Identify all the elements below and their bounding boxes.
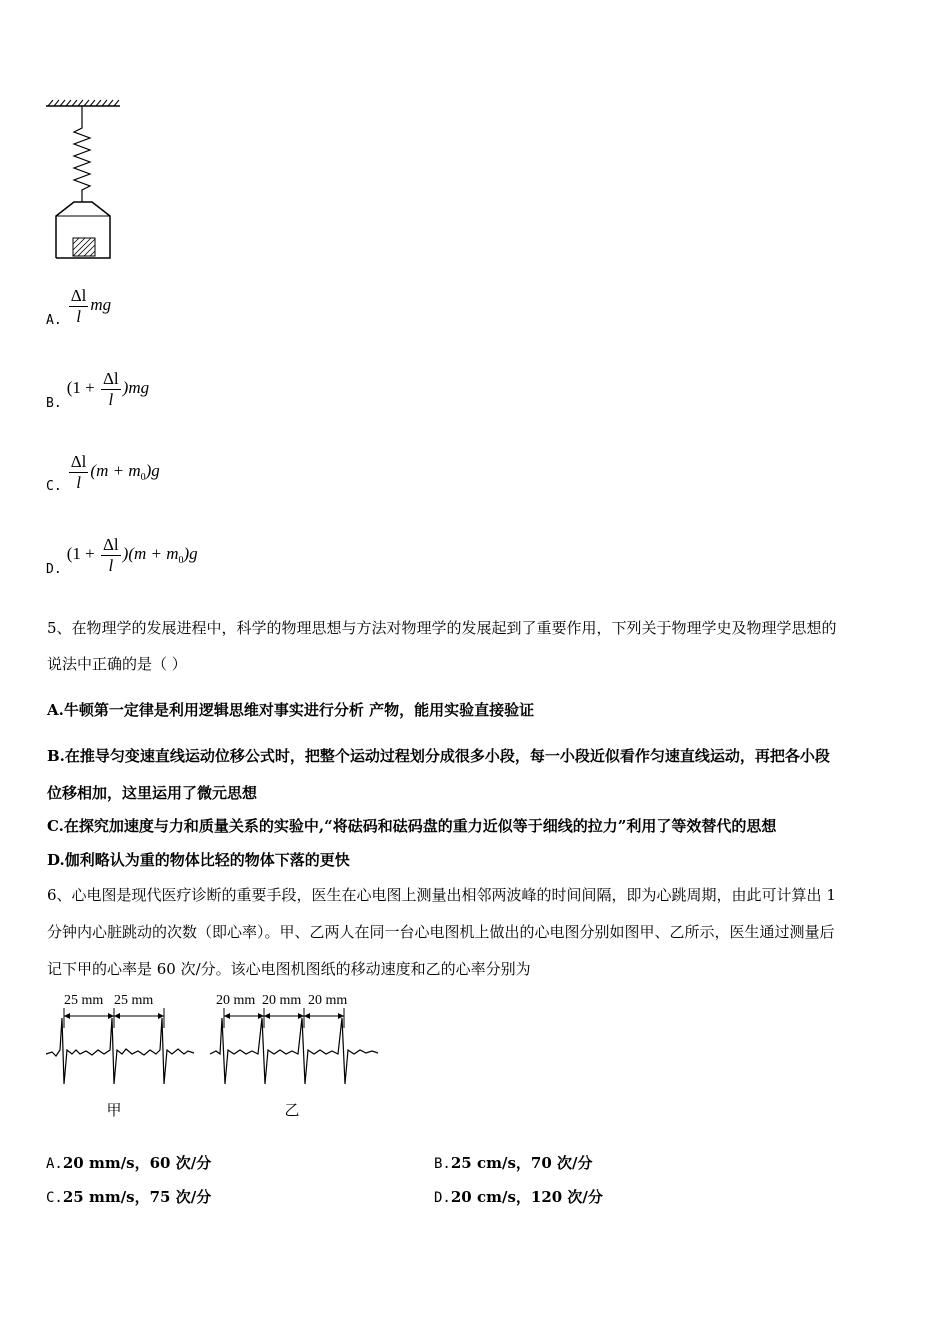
option-d: $_{D.}$ (1 + $\frac{\Delta l}{l}$ )$(m + m_0)g$ bbox=[46, 535, 198, 578]
yi-ecg-trace bbox=[210, 1018, 378, 1084]
fraction-denominator: l bbox=[76, 307, 81, 326]
fraction-denominator: l bbox=[108, 556, 114, 575]
question-6-option-a: A.20 mm/s，60 次/分 bbox=[46, 1154, 212, 1172]
question-6-stem-line3: 记下甲的心率是 60 次/分。该心电图机图纸的移动速度和乙的心率分别为 bbox=[47, 960, 531, 978]
question-5-option-d: D.伽利略认为重的物体比轻的物体下落的更快 bbox=[47, 851, 350, 869]
question-6-stem-line1: 6、心电图是现代医疗诊断的重要手段，医生在心电图上测量出相邻两波峰的时间间隔，即为心跳周期，由此可计算出 1 bbox=[47, 886, 836, 904]
fraction-numerator: Δl bbox=[103, 535, 119, 554]
question-6-stem-line2: 分钟内心脏跳动的次数（即心率）。甲、乙两人在同一台心电图机上做出的心电图分别如图甲、乙所示，医生通过测量后 bbox=[47, 923, 835, 941]
question-6-option-b: B.25 cm/s，70 次/分 bbox=[434, 1154, 593, 1172]
question-6-option-d: D.20 cm/s，120 次/分 bbox=[434, 1188, 603, 1206]
fraction-numerator: Δl bbox=[103, 369, 119, 388]
yi-dimension-label-1: 20 mm bbox=[216, 993, 256, 1008]
yi-dimension-label-3: 20 mm bbox=[308, 993, 348, 1008]
fraction-denominator: l bbox=[76, 473, 81, 492]
yi-dimension-label-2: 20 mm bbox=[262, 993, 302, 1008]
question-5-stem-line1: 5、在物理学的发展进程中，科学的物理思想与方法对物理学的发展起到了重要作用，下列关于物理学史及物理学思想的 bbox=[47, 619, 837, 637]
question-5-option-b-line2: 位移相加，这里运用了微元思想 bbox=[47, 784, 258, 802]
question-5-option-b-line1: B.在推导匀变速直线运动位移公式时，把整个运动过程划分成很多小段，每一小段近似看作匀速直线运动，再把各小段 bbox=[47, 747, 830, 765]
fraction-denominator: l bbox=[108, 390, 114, 409]
fraction-numerator: Δl bbox=[70, 286, 87, 305]
question-5-stem-line2: 说法中正确的是（ ） bbox=[47, 655, 187, 673]
spring-mass-figure bbox=[44, 98, 124, 263]
ecg-figure bbox=[44, 988, 384, 1128]
question-5-option-a: A.牛顿第一定律是利用逻辑思维对事实进行分析 产物，能用实验直接验证 bbox=[47, 701, 535, 719]
jia-caption: 甲 bbox=[106, 1101, 122, 1119]
yi-caption: 乙 bbox=[284, 1101, 300, 1119]
jia-dimension-label-1: 25 mm bbox=[64, 993, 104, 1008]
jia-dimension-label-2: 25 mm bbox=[114, 993, 154, 1008]
option-b: $_{B.}$ (1 + $\frac{\Delta l}{l}$ )mg bbox=[46, 369, 150, 412]
jia-ecg-trace bbox=[46, 1018, 194, 1084]
question-5-option-c: C.在探究加速度与力和质量关系的实验中,“将砝码和砝码盘的重力近似等于细线的拉力”利用了等效替代的思想 bbox=[47, 817, 777, 835]
fraction-numerator: Δl bbox=[70, 452, 87, 471]
option-c: $_{C.}$ $\frac{\Delta l}{l}$ $(m + m_0)g$ bbox=[46, 452, 160, 495]
question-6-option-c: C.25 mm/s，75 次/分 bbox=[46, 1188, 212, 1206]
option-a: $_{A.}$ $\frac{\Delta l}{l}$ mg bbox=[46, 286, 112, 329]
